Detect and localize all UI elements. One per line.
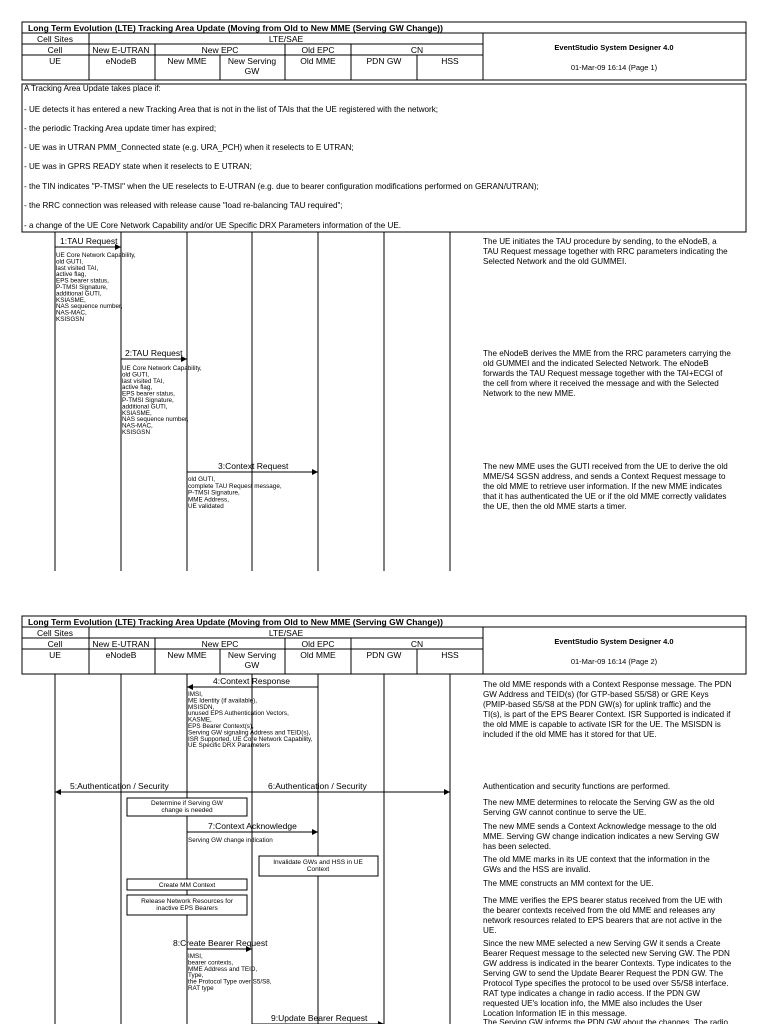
- message-parameter: ME Identity (if available),: [188, 697, 257, 705]
- message-label: 4:Context Response: [213, 676, 291, 686]
- lifelines: [55, 232, 450, 571]
- step-note-line: The new MME determines to relocate the Serving GW as the old: [483, 798, 715, 807]
- message-parameter: NAS-MAC,: [56, 309, 87, 317]
- entity-label: eNodeB: [105, 56, 137, 66]
- action-text: Determine if Serving GW change is needed: [151, 800, 223, 814]
- action-box: [259, 856, 378, 876]
- step-note-line: MME/S4 SGSN address, and sends a Context Request message to: [483, 472, 726, 481]
- message-parameter: Serving GW change indication: [188, 837, 273, 844]
- page-date: 01-Mar-09 16:14 (Page 1): [570, 63, 658, 72]
- message-parameter: MSISDN,: [188, 703, 215, 711]
- message-parameter: last visited TAI,: [56, 264, 99, 272]
- step-note-line: The new MME sends a Context Acknowledge message to the old: [483, 822, 717, 831]
- action-text: Create MM Context: [158, 882, 216, 889]
- entity-label: UE: [49, 650, 61, 660]
- action-box: [127, 798, 247, 816]
- message-parameter: MME Address and TEID,: [188, 965, 258, 973]
- step-note-line: GWs and the HSS are invalid.: [483, 865, 591, 874]
- entity-label: New MME: [167, 650, 207, 660]
- intro-line: - the RRC connection was released with release cause "load re-balancing TAU required";: [24, 201, 343, 210]
- message-parameter: Serving GW signaling Address and TEID(s),: [188, 729, 311, 737]
- message-parameter: EPS bearer status,: [56, 277, 109, 285]
- step-note-line: Since the new MME selected a new Serving GW it sends a Create: [483, 939, 721, 948]
- step-note-line: Serving GW to send the Update Bearer Request the PDN GW. The: [483, 969, 724, 978]
- intro-line: - UE detects it has entered a new Tracking Area that is not in the list of TAIs that the UE registered with the network;: [24, 105, 439, 114]
- message-parameter: unused EPS Authentication Vectors,: [188, 710, 289, 718]
- message-parameter: UE Core Network Capability,: [122, 365, 202, 372]
- step-note-line: The Serving GW informs the PDN GW about the changes. The radio: [483, 1018, 729, 1024]
- page-2: [22, 616, 746, 1024]
- message-parameter: bearer contexts,: [188, 959, 234, 967]
- domain-label: Old EPC: [301, 639, 335, 649]
- step-note-line: The eNodeB derives the MME from the RRC parameters carrying the: [483, 349, 731, 358]
- entity-label: UE: [49, 56, 61, 66]
- action-text: Invalidate GWs and HSS in UE Context: [273, 859, 363, 873]
- intro-line: - UE was in UTRAN PMM_Connected state (e.g. URA_PCH) when it reselects to E UTRAN;: [24, 143, 354, 152]
- entity-label: New MME: [167, 56, 207, 66]
- step-note-line: (PMIP-based S5/S8 at the PDN GW(s) for uplink traffic) and the: [483, 700, 711, 709]
- entity-label: New Serving GW: [227, 650, 277, 670]
- entity-label: eNodeB: [105, 650, 137, 660]
- step-note-line: GW address is indicated in the bearer Contexts. Type indicates to the: [483, 959, 732, 968]
- action-box: [127, 895, 247, 915]
- message-label: 3:Context Request: [218, 461, 289, 471]
- domain-label: CN: [410, 45, 424, 55]
- message-parameter: active flag,: [122, 384, 153, 392]
- message-parameter: old GUTI,: [56, 258, 83, 266]
- step-note-line: has been selected.: [483, 842, 551, 851]
- domain-label: Old EPC: [301, 45, 335, 55]
- step-note-line: Location Information IE in this message.: [483, 1009, 627, 1018]
- message-parameter: KASME,: [188, 716, 212, 724]
- step-note-line: old GUMMEI and the indicated Selected Network. The eNodeB: [483, 359, 709, 368]
- network-group-label: LTE/SAE: [268, 34, 304, 44]
- message-label: 8:Create Bearer Request: [173, 938, 268, 948]
- domain-label: Cell: [47, 639, 63, 649]
- message-parameter: EPS Bearer Context(s),: [188, 723, 254, 730]
- step-note-line: The MME constructs an MM context for the UE.: [483, 879, 654, 888]
- message-label: 2:TAU Request: [125, 348, 183, 358]
- step-note-line: included if the old MME has it stored for that UE.: [483, 730, 657, 739]
- action-text: Release Network Resources for inactive EPS Bearers: [141, 898, 233, 912]
- message-parameter: NAS sequence number,: [56, 303, 123, 311]
- action-box: [127, 879, 247, 890]
- intro-line: - the periodic Tracking Area update timer has expired;: [24, 124, 217, 133]
- step-note-line: Serving GW cannot continue to serve the UE.: [483, 808, 647, 817]
- step-note-line: the bearer contexts received from the old MME and releases any: [483, 906, 716, 915]
- entity-label: PDN GW: [366, 56, 402, 66]
- entity-label: Old MME: [300, 650, 336, 660]
- message-parameter: P-TMSI Signature,: [122, 397, 174, 404]
- step-note-line: TI(s), is part of the EPS Bearer Context. ISR Supported is indicated if: [483, 710, 731, 719]
- step-note-line: The UE initiates the TAU procedure by sending, to the eNodeB, a: [483, 237, 717, 246]
- intro-line: - a change of the UE Core Network Capability and/or UE Specific DRX Parameters information of the UE.: [24, 221, 401, 230]
- message-parameter: KSIASME,: [122, 409, 152, 417]
- message-parameter: UE Specific DRX Parameters: [188, 742, 270, 750]
- step-note-line: Selected Network and the old GUMMEI.: [483, 257, 627, 266]
- step-note-line: the old MME is capable to activate ISR for the UE. The MSISDN is: [483, 720, 721, 729]
- diagram-title: Long Term Evolution (LTE) Tracking Area Update (Moving from Old to New MME (Serving GW Change)): [28, 617, 443, 627]
- message-parameter: NAS-MAC,: [122, 422, 153, 430]
- step-note-line: network resources related to EPS bearers that are not active in the: [483, 916, 722, 925]
- message-parameter: KSISGSN: [122, 429, 150, 436]
- message-parameter: Type,: [188, 972, 204, 980]
- message-parameter: RAT type: [188, 985, 214, 992]
- step-note-line: The new MME uses the GUTI received from the UE to derive the old: [483, 462, 728, 471]
- domain-label: New EPC: [201, 45, 239, 55]
- tool-name: EventStudio System Designer 4.0: [554, 637, 674, 646]
- domain-label: Cell: [47, 45, 63, 55]
- message-parameter: old GUTI,: [122, 371, 149, 379]
- entity-label: Old MME: [300, 56, 336, 66]
- step-note-line: the old MME to retrieve user information. If the new MME indicates: [483, 482, 722, 491]
- domain-label: New E-UTRAN: [92, 639, 150, 649]
- arrowhead-icon: [187, 684, 193, 690]
- message-label: 1:TAU Request: [60, 236, 118, 246]
- domain-label: New E-UTRAN: [92, 45, 150, 55]
- message-parameter: P-TMSI Signature,: [188, 489, 240, 497]
- step-note-line: the UE, then the old MME starts a timer.: [483, 502, 627, 511]
- message-label: 6:Authentication / Security: [268, 781, 367, 791]
- step-note-line: MME. Serving GW change indication indicates a new Serving GW: [483, 832, 720, 841]
- arrowhead-icon: [312, 829, 318, 835]
- network-group-label: LTE/SAE: [268, 628, 304, 638]
- cell-sites-label: Cell Sites: [37, 628, 73, 638]
- message-parameter: active flag,: [56, 271, 87, 279]
- message-parameter: the Protocol Type over S5/S8,: [188, 978, 272, 986]
- cell-sites-label: Cell Sites: [37, 34, 73, 44]
- intro-line: - the TIN indicates "P-TMSI" when the UE reselects to E-UTRAN (e.g. due to bearer configuration modifications performed on GERAN/UTRAN);: [24, 182, 539, 191]
- message-parameter: P-TMSI Signature,: [56, 284, 108, 291]
- message-label: 9:Update Bearer Request: [271, 1013, 368, 1023]
- page-1: [22, 22, 746, 571]
- message-parameter: EPS bearer status,: [122, 390, 175, 398]
- step-note-line: UE.: [483, 926, 497, 935]
- domain-label: CN: [410, 639, 424, 649]
- step-note-line: RAT type indicates a change in radio access. If the PDN GW: [483, 989, 700, 998]
- intro-line: - UE was in GPRS READY state when it reselects to E UTRAN;: [24, 162, 252, 171]
- entity-label: New Serving GW: [227, 56, 277, 76]
- arrowhead-icon: [312, 469, 318, 475]
- message-parameter: old GUTI,: [188, 476, 215, 483]
- message-parameter: UE validated: [188, 503, 224, 511]
- message-parameter: KSIASME,: [56, 296, 86, 304]
- entity-label: HSS: [441, 56, 459, 66]
- message-parameter: UE Core Network Capability,: [56, 252, 136, 259]
- step-note-line: Protocol Type specifies the protocol to be used over S5/S8 interface.: [483, 979, 729, 988]
- message-parameter: MME Address,: [188, 496, 229, 504]
- step-note-line: Network to the new MME.: [483, 389, 576, 398]
- step-note-line: TAU Request message together with RRC parameters indicating the: [483, 247, 728, 256]
- step-note-line: Authentication and security functions are performed.: [483, 782, 671, 791]
- step-note-line: The old MME responds with a Context Response message. The PDN: [483, 680, 732, 689]
- message-parameter: IMSI,: [188, 953, 203, 960]
- step-note-line: GW Address and TEID(s) (for GTP-based S5/S8) or GRE Keys: [483, 690, 709, 699]
- step-note-line: requested UE's location info, the MME also includes the User: [483, 999, 703, 1008]
- message-parameter: IMSI,: [188, 691, 203, 698]
- domain-label: New EPC: [201, 639, 239, 649]
- entity-label: PDN GW: [366, 650, 402, 660]
- step-note-line: The old MME marks in its UE context that the information in the: [483, 855, 710, 864]
- message-parameter: additional GUTI,: [56, 290, 102, 298]
- message-label: 7:Context Acknowledge: [208, 821, 297, 831]
- step-note-line: the cell from where it received the message and with the Selected: [483, 379, 719, 388]
- message-parameter: NAS sequence number,: [122, 416, 189, 424]
- message-parameter: complete TAU Request message,: [188, 482, 282, 490]
- message-label: 5:Authentication / Security: [70, 781, 169, 791]
- step-note-line: The MME verifies the EPS bearer status received from the UE with: [483, 896, 723, 905]
- message-parameter: last visited TAI,: [122, 377, 165, 385]
- arrowhead-icon: [444, 789, 450, 795]
- message-parameter: KSISGSN: [56, 316, 84, 323]
- intro-box: [22, 84, 746, 232]
- message-parameter: additional GUTI,: [122, 403, 168, 411]
- page-header: [22, 616, 746, 674]
- message-parameter: ISR Supported, UE Core Network Capability,: [188, 735, 313, 743]
- intro-line: A Tracking Area Update takes place if:: [24, 84, 161, 93]
- entity-label: HSS: [441, 650, 459, 660]
- tool-name: EventStudio System Designer 4.0: [554, 43, 674, 52]
- step-note-line: Bearer Request message to the selected new Serving GW. The PDN: [483, 949, 730, 958]
- step-note-line: that it has authenticated the UE or if the old MME correctly validates: [483, 492, 727, 501]
- diagram-title: Long Term Evolution (LTE) Tracking Area Update (Moving from Old to New MME (Serving GW Change)): [28, 23, 443, 33]
- arrowhead-icon: [55, 789, 61, 795]
- page-header: [22, 22, 746, 80]
- step-note-line: forwards the TAU Request message together with the TAI+ECGI of: [483, 369, 723, 378]
- page-date: 01-Mar-09 16:14 (Page 2): [570, 657, 658, 666]
